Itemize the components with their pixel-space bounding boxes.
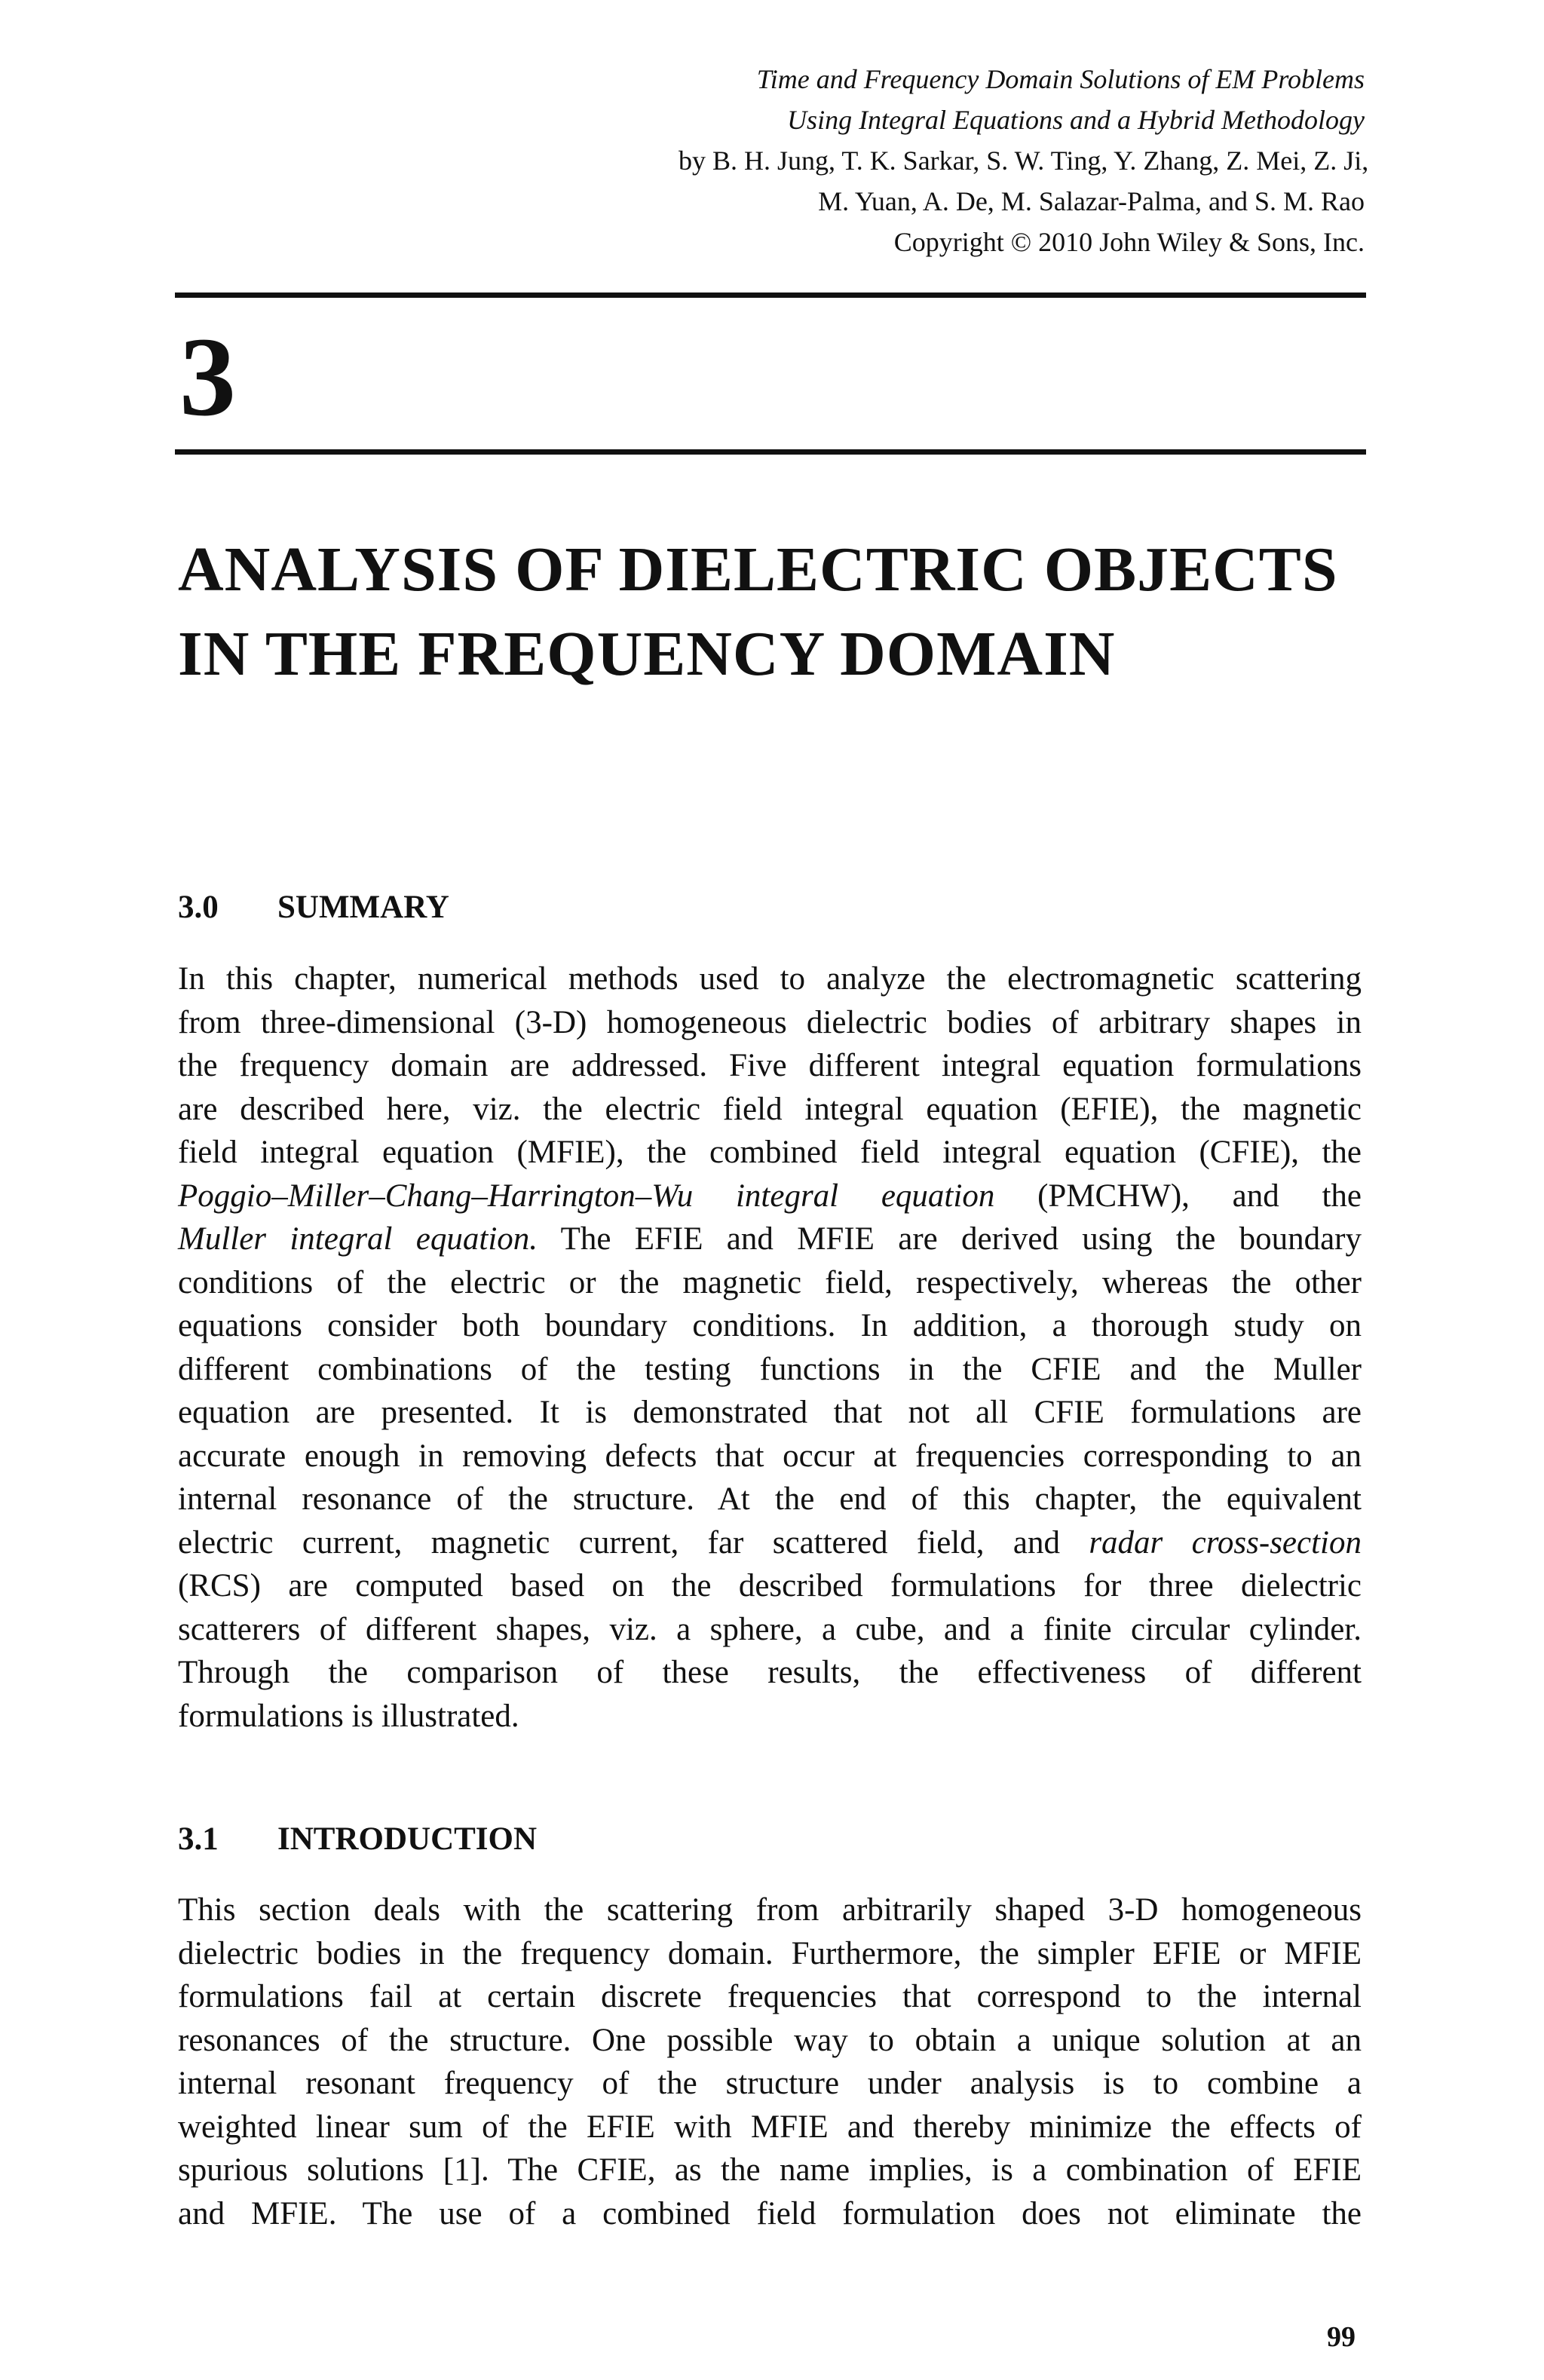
intro-line-1: This section deals with the scattering from arbitrarily shaped 3-D homogeneous bbox=[178, 1892, 1362, 1928]
chapter-top-rule bbox=[175, 293, 1366, 298]
chapter-title-line-1: ANALYSIS OF DIELECTRIC OBJECTS bbox=[178, 535, 1338, 605]
intro-line-7: spurious solutions [1]. The CFIE, as the name implies, is a combination of EFIE bbox=[178, 2152, 1362, 2188]
book-title-line-1: Time and Frequency Domain Solutions of EM Problems bbox=[756, 64, 1365, 94]
summary-line-14: electric current, magnetic current, far scattered field, and radar cross-section bbox=[178, 1524, 1362, 1561]
summary-line-6: Poggio–Miller–Chang–Harrington–Wu integral equation (PMCHW), and the bbox=[178, 1178, 1362, 1214]
summary-paragraph bbox=[178, 957, 1362, 1738]
summary-line-7: Muller integral equation. The EFIE and MFIE are derived using the boundary bbox=[178, 1221, 1362, 1257]
chapter-title-line-2: IN THE FREQUENCY DOMAIN bbox=[178, 619, 1116, 689]
section-title: SUMMARY bbox=[277, 890, 449, 925]
summary-line-13: internal resonance of the structure. At the end of this chapter, the equivalent bbox=[178, 1481, 1362, 1517]
summary-line-16: scatterers of different shapes, viz. a sphere, a cube, and a finite circular cylinder. bbox=[178, 1611, 1362, 1647]
italic-term: Muller integral equation. bbox=[178, 1221, 538, 1257]
summary-line-5: field integral equation (MFIE), the combined field integral equation (CFIE), the bbox=[178, 1135, 1362, 1170]
intro-line-4: resonances of the structure. One possible way to obtain a unique solution at an bbox=[178, 2022, 1362, 2058]
section-heading-summary bbox=[178, 887, 449, 929]
summary-line-17: Through the comparison of these results, the effectiveness of different bbox=[178, 1655, 1362, 1690]
summary-line-8: conditions of the electric or the magnetic field, respectively, whereas the other bbox=[178, 1264, 1362, 1300]
summary-line-2: from three-dimensional (3-D) homogeneous dielectric bodies of arbitrary shapes in bbox=[178, 1004, 1362, 1040]
italic-term: Poggio–Miller–Chang–Harrington–Wu integral equation bbox=[178, 1178, 995, 1214]
summary-line-11: equation are presented. It is demonstrated that not all CFIE formulations are bbox=[178, 1395, 1362, 1430]
summary-line-18: formulations is illustrated. bbox=[178, 1698, 519, 1734]
intro-line-5: internal resonant frequency of the structure under analysis is to combine a bbox=[178, 2066, 1362, 2101]
introduction-paragraph bbox=[178, 1888, 1362, 2235]
section-number: 3.0 bbox=[178, 890, 219, 925]
intro-line-3: formulations fail at certain discrete frequencies that correspond to the internal bbox=[178, 1979, 1362, 2014]
authors-line-2: M. Yuan, A. De, M. Salazar-Palma, and S. M. Rao bbox=[818, 186, 1365, 216]
summary-line-4: are described here, viz. the electric field integral equation (EFIE), the magnetic bbox=[178, 1091, 1362, 1127]
italic-term: radar cross-section bbox=[1089, 1524, 1362, 1561]
chapter-number: 3 bbox=[179, 314, 236, 440]
copyright-line: Copyright © 2010 John Wiley & Sons, Inc. bbox=[893, 227, 1365, 257]
chapter-bottom-rule bbox=[175, 449, 1366, 455]
book-citation-header bbox=[679, 59, 1369, 262]
chapter-title bbox=[178, 528, 1369, 697]
intro-line-6: weighted linear sum of the EFIE with MFIE and thereby minimize the effects of bbox=[178, 2109, 1362, 2145]
summary-line-10: different combinations of the testing functions in the CFIE and the Muller bbox=[178, 1351, 1362, 1387]
summary-line-1: In this chapter, numerical methods used to analyze the electromagnetic scattering bbox=[178, 961, 1362, 997]
page-number: 99 bbox=[1327, 2321, 1356, 2353]
authors-line-1: by B. H. Jung, T. K. Sarkar, S. W. Ting, Y. Zhang, Z. Mei, Z. Ji, bbox=[679, 145, 1369, 176]
summary-line-12: accurate enough in removing defects that occur at frequencies corresponding to an bbox=[178, 1438, 1362, 1474]
summary-line-15: (RCS) are computed based on the described formulations for three dielectric bbox=[178, 1568, 1362, 1604]
section-title: INTRODUCTION bbox=[277, 1821, 538, 1857]
intro-line-2: dielectric bodies in the frequency domain. Furthermore, the simpler EFIE or MFIE bbox=[178, 1935, 1362, 1971]
summary-line-3: the frequency domain are addressed. Five different integral equation formulations bbox=[178, 1048, 1362, 1083]
intro-line-8: and MFIE. The use of a combined field formulation does not eliminate the bbox=[178, 2195, 1362, 2231]
section-number: 3.1 bbox=[178, 1821, 219, 1857]
book-title-line-2: Using Integral Equations and a Hybrid Methodology bbox=[787, 105, 1365, 135]
summary-line-9: equations consider both boundary conditions. In addition, a thorough study on bbox=[178, 1308, 1362, 1343]
section-heading-introduction bbox=[178, 1818, 537, 1861]
